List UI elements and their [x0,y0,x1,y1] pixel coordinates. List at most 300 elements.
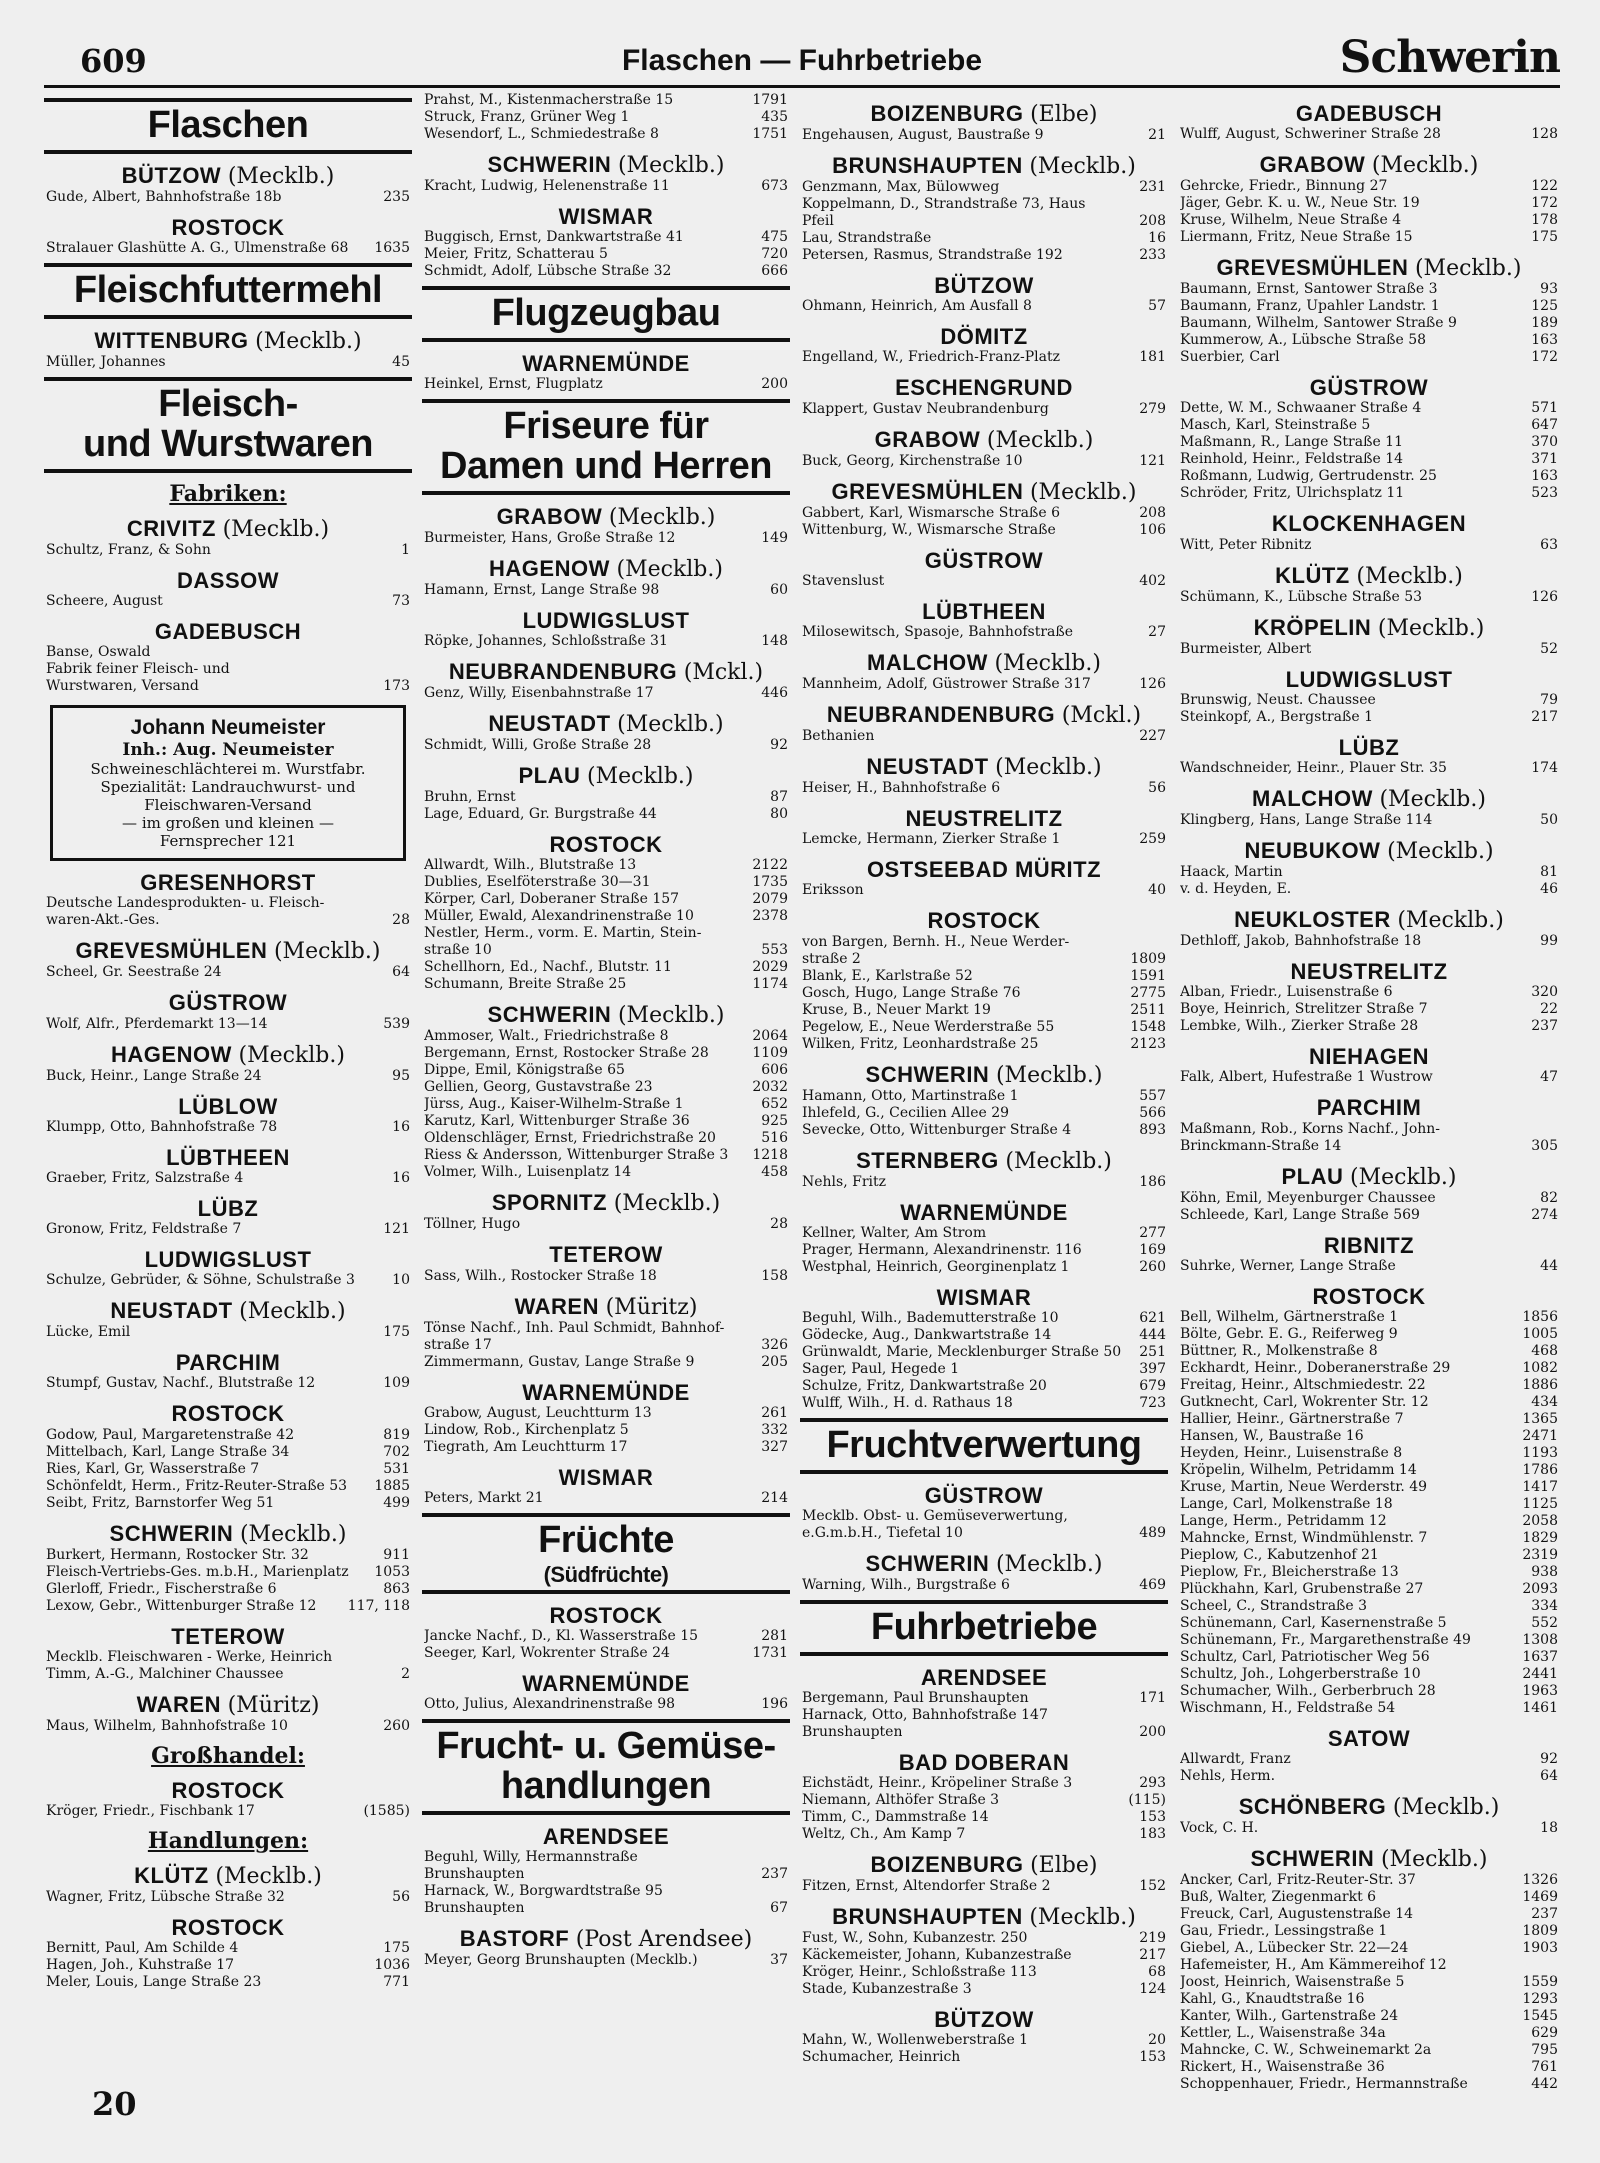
directory-entry [800,728,1168,745]
phone-number: 444 [1139,1326,1166,1343]
town-name: GRESENHORST [140,870,316,896]
entry-name: Peters, Markt 21 [424,1489,544,1506]
ad-owner: Inh.: Aug. Neumeister [122,740,334,761]
town-name: OSTSEEBAD MÜRITZ [866,857,1102,883]
town-name: ROSTOCK [549,832,663,858]
directory-entry [800,453,1168,470]
entry-name: Schönfeldt, Herm., Fritz-Reuter-Straße 53 [46,1477,348,1494]
directory-entry [1178,451,1560,468]
town-heading [422,1191,790,1216]
town-qualifier: (Mecklb.) [1029,154,1136,179]
entry-name: Schulze, Gebrüder, & Söhne, Schulstraße 3 [46,1272,355,1289]
phone-number: 124 [1139,1981,1166,1998]
directory-entry [422,1147,790,1164]
directory-entry [1178,1581,1560,1598]
phone-number: 149 [761,530,788,547]
entry-name: Bergemann, Paul Brunshaupten [802,1690,1029,1707]
directory-entry [800,1724,1168,1741]
phone-number: 702 [383,1443,410,1460]
directory-entry [44,644,412,661]
directory-entry [422,959,790,976]
town-heading [422,1381,790,1405]
town-name: LUDWIGSLUST [522,608,690,634]
entry-name: Lange, Carl, Molkenstraße 18 [1180,1495,1393,1512]
phone-number: 1326 [1522,1872,1558,1889]
town-heading [800,1905,1168,1930]
entry-name: Gronow, Fritz, Feldstraße 7 [46,1221,242,1238]
phone-number: 233 [1139,247,1166,263]
directory-entry [422,1268,790,1285]
phone-number: 2079 [752,891,788,908]
entry-name: Buck, Georg, Kirchenstraße 10 [802,452,1023,469]
entry-name: e.G.m.b.H., Tiefetal 10 [802,1524,963,1541]
phone-number: 163 [1531,468,1558,485]
entry-name: Heinkel, Ernst, Flugplatz [424,376,603,393]
entry-name: Lage, Eduard, Gr. Burgstraße 44 [424,806,657,823]
entry-name: Dublies, Eselföterstraße 30—31 [424,874,651,891]
directory-entry [1178,298,1560,315]
entry-name: Köhn, Emil, Meyenburger Chaussee [1180,1189,1436,1206]
directory-entry [1178,2042,1560,2059]
town-qualifier: (Mecklb.) [1371,153,1479,179]
phone-number: 2 [401,1665,410,1682]
directory-entry [44,189,412,206]
phone-number: 60 [770,582,788,599]
entry-name: Heiser, H., Bahnhofstraße 6 [802,779,1001,796]
town-heading [800,274,1168,298]
directory-entry [800,1930,1168,1947]
phone-number: 1417 [1522,1478,1558,1495]
phone-number: 1786 [1522,1461,1558,1478]
section-rule-top [422,286,790,290]
town-name: SCHWERIN [109,1520,234,1546]
phone-number: 37 [770,1952,788,1969]
town-heading [800,755,1168,780]
phone-number: 1365 [1522,1410,1558,1427]
town-name: GREVESMÜHLEN [75,938,268,964]
entry-name: Volmer, Wilh., Luisenplatz 14 [424,1164,632,1181]
entry-name: Schröder, Fritz, Ulrichsplatz 11 [1180,485,1405,502]
entry-name: Jancke Nachf., D., Kl. Wasserstraße 15 [424,1628,699,1645]
town-name: GREVESMÜHLEN [1216,255,1409,281]
phone-number: 475 [761,229,788,246]
directory-entry [800,1395,1168,1412]
entry-name: Godow, Paul, Margaretenstraße 42 [46,1426,295,1443]
ad-company: Johann Neumeister [130,716,326,740]
town-heading [800,1484,1168,1508]
category-heading: Friseure für [503,405,709,448]
entry-name: Bergemann, Ernst, Rostocker Straße 28 [424,1045,709,1062]
phone-number: 214 [761,1489,788,1506]
town-name: PLAU [518,763,581,789]
phone-number: 489 [1139,1524,1166,1541]
directory-entry [800,2049,1168,2066]
town-name: BAD DOBERAN [898,1750,1070,1776]
entry-name: Heyden, Heinr., Luisenstraße 8 [1180,1444,1403,1461]
phone-number: 20 [1148,2032,1166,2049]
phone-number: 217 [1139,1947,1166,1964]
phone-number: 122 [1531,178,1558,195]
entry-name: Gehrcke, Friedr., Binnung 27 [1180,178,1388,195]
phone-number: 1218 [752,1147,788,1164]
directory-entry [800,127,1168,144]
town-name: HAGENOW [489,556,610,582]
entry-name: Schumacher, Heinrich [802,2049,961,2066]
section-rule-bottom [800,1652,1168,1656]
entry-name: Wilken, Fritz, Leonhardstraße 25 [802,1035,1039,1052]
entry-name: Lange, Herm., Petridamm 12 [1180,1512,1387,1529]
entry-name: Witt, Peter Ribnitz [1180,536,1312,553]
town-heading [800,325,1168,349]
town-heading [422,153,790,178]
directory-entry [44,912,412,929]
directory-entry [800,1378,1168,1395]
phone-number: 16 [392,1118,410,1135]
directory-entry [800,1826,1168,1843]
entry-name: Sevecke, Otto, Wittenburger Straße 4 [802,1121,1072,1138]
town-heading [1178,616,1560,641]
directory-entry [800,1002,1168,1019]
directory-entry [1178,1513,1560,1530]
entry-name: Wesendorf, L., Schmiedestraße 8 [424,126,659,142]
phone-number: 1 [401,541,410,558]
phone-number: 571 [1531,400,1558,417]
directory-entry [422,1130,790,1147]
town-name: DÖMITZ [940,324,1028,350]
directory-entry [44,1427,412,1444]
town-qualifier: (Mecklb.) [215,1864,322,1889]
phone-number: 99 [1540,932,1558,949]
directory-entry [800,1508,1168,1525]
directory-entry [422,891,790,908]
phone-number: 1559 [1522,1974,1558,1991]
directory-entry [44,1889,412,1906]
phone-number: 499 [383,1494,410,1511]
phone-number: 320 [1531,984,1558,1001]
entry-name: Westphal, Heinrich, Georginenplatz 1 [802,1258,1070,1275]
town-qualifier: (Mecklb.) [238,1042,345,1068]
entry-name: Beguhl, Wilh., Bademutterstraße 10 [802,1309,1059,1326]
town-name: LUDWIGSLUST [144,1247,312,1273]
directory-entry [1178,1991,1560,2008]
entry-name: Kröpelin, Wilhelm, Petridamm 14 [1180,1461,1417,1478]
entry-name: Burmeister, Hans, Große Straße 12 [424,530,676,547]
town-qualifier: (Mecklb.) [239,1299,346,1325]
town-heading [44,1299,412,1324]
phone-number: 235 [383,188,410,205]
entry-name: Eichstädt, Heinr., Kröpeliner Straße 3 [802,1775,1073,1792]
directory-entry [800,1809,1168,1826]
phone-number: 217 [1531,708,1558,725]
town-name: GÜSTROW [168,990,288,1016]
directory-entry [1178,1872,1560,1889]
phone-number: 80 [770,806,788,823]
town-qualifier: (Mckl.) [1061,702,1142,728]
entry-name: Töllner, Hugo [424,1216,521,1233]
directory-entry [1178,349,1560,366]
town-name: GREVESMÜHLEN [831,478,1024,504]
town-name: SCHÖNBERG [1238,1794,1387,1820]
town-heading [800,807,1168,831]
entry-name: Karutz, Karl, Wittenburger Straße 36 [424,1113,690,1130]
entry-name: Ries, Karl, Gr, Wasserstraße 7 [46,1460,260,1477]
entry-name: Seibt, Fritz, Barnstorfer Weg 51 [46,1494,275,1511]
entry-name: Buß, Walter, Ziegenmarkt 6 [1180,1889,1377,1906]
section-rule-top [44,263,412,267]
phone-number: 458 [761,1164,788,1181]
phone-number: 531 [383,1460,410,1477]
town-name: BRUNSHAUPTEN [832,1904,1023,1930]
phone-number: 237 [1531,1018,1558,1035]
entry-name: Struck, Franz, Grüner Weg 1 [424,109,630,125]
entry-name: Kröger, Heinr., Schloßstraße 113 [802,1964,1037,1981]
town-heading [422,1295,790,1320]
directory-entry [1178,589,1560,606]
directory-entry [1178,229,1560,246]
directory-entry [1178,485,1560,502]
directory-entry [44,1375,412,1392]
town-name: SCHWERIN [1250,1846,1375,1872]
ad-line: Schweineschlächterei m. Wurstfabr. [90,760,366,779]
entry-name: Fust, W., Sohn, Kubanzestr. 250 [802,1930,1028,1947]
directory-entry [1178,315,1560,332]
town-name: GÜSTROW [1309,375,1429,401]
phone-number: 1125 [1522,1495,1558,1512]
town-qualifier: (Mecklb.) [222,516,330,542]
category-heading: Fuhrbetriebe [870,1605,1098,1648]
directory-entry [1178,812,1560,829]
directory-entry [422,1422,790,1439]
directory-entry [422,1164,790,1181]
column-3 [800,92,1168,2092]
phone-number: 1193 [1522,1444,1558,1461]
entry-name: Jäger, Gebr. K. u. W., Neue Str. 19 [1180,195,1420,212]
directory-entry [422,530,790,547]
town-name: MALCHOW [867,649,988,675]
phone-number: 40 [1148,882,1166,899]
phone-number: 67 [770,1900,788,1917]
entry-name: Giebel, A., Lübecker Str. 22—24 [1180,1940,1409,1957]
directory-entry [1178,1326,1560,1343]
entry-name: straße 17 [424,1336,492,1353]
phone-number: 93 [1540,281,1558,298]
phone-number: 1293 [1522,1991,1558,2008]
directory-entry [1178,1547,1560,1564]
directory-entry [1178,1343,1560,1360]
city-title: Schwerin [1339,32,1560,83]
phone-number: 2378 [752,908,788,925]
phone-number: 723 [1139,1394,1166,1411]
town-heading [44,1146,412,1170]
town-name: NEUBUKOW [1244,837,1381,863]
entry-name: Schellhorn, Ed., Nachf., Blutstr. 11 [424,959,672,976]
town-name: MALCHOW [1252,785,1373,811]
entry-name: Oldenschläger, Ernst, Friedrichstraße 20 [424,1130,716,1147]
phone-number: 92 [1540,1751,1558,1768]
directory-entry [1178,195,1560,212]
entry-name: Riess & Andersson, Wittenburger Straße 3 [424,1147,729,1164]
directory-entry [1178,1889,1560,1906]
town-qualifier: (Mecklb.) [995,754,1102,780]
entry-name: Falk, Albert, Hufestraße 1 Wustrow [1180,1069,1433,1086]
phone-number: 28 [770,1216,788,1233]
entry-name: Pieplow, Fr., Bleicherstraße 13 [1180,1563,1399,1580]
phone-number: 2058 [1522,1512,1558,1529]
town-qualifier: (Müritz) [605,1294,698,1320]
town-qualifier: (Mecklb.) [587,764,694,790]
town-name: KLOCKENHAGEN [1271,511,1467,537]
ad-line: Spezialität: Landrauchwurst- und [100,778,356,797]
directory-entry [422,1849,790,1866]
town-name: KRÖPELIN [1253,614,1372,640]
town-qualifier: (Mecklb.) [1005,1148,1112,1174]
directory-entry [1178,1666,1560,1683]
town-name: BÜTZOW [121,162,222,188]
directory-entry [422,857,790,874]
entry-name: Körper, Carl, Doberaner Straße 157 [424,891,680,908]
town-heading [44,1916,412,1940]
phone-number: 446 [761,685,788,702]
entry-name: Milosewitsch, Spasoje, Bahnhofstraße [802,623,1074,640]
phone-number: 261 [761,1404,788,1421]
entry-name: Freitag, Heinr., Altschmiedestr. 22 [1180,1376,1426,1393]
phone-number: 237 [1531,1906,1558,1923]
phone-number: 1829 [1522,1529,1558,1546]
directory-entry [44,1016,412,1033]
entry-name: Gellien, Georg, Gustavstraße 23 [424,1079,653,1096]
phone-number: 1963 [1522,1682,1558,1699]
entry-name: Schoppenhauer, Friedr., Hermannstraße [1180,2076,1468,2092]
entry-name: Buggisch, Ernst, Dankwartstraße 41 [424,229,684,246]
entry-name: Brunshaupten [802,1724,903,1741]
directory-entry [422,1096,790,1113]
page-header [44,22,1560,88]
town-heading [44,164,412,189]
phone-number: 106 [1139,521,1166,538]
phone-number: 371 [1531,451,1558,468]
entry-name: Rickert, H., Waisenstraße 36 [1180,2059,1385,2076]
phone-number: 81 [1540,863,1558,880]
town-heading [800,1063,1168,1088]
directory-columns [44,92,1560,2092]
phone-number: 1885 [374,1477,410,1494]
directory-entry [800,934,1168,951]
town-name: WAREN [514,1293,599,1319]
town-name: LÜBZ [197,1195,259,1221]
town-name: ARENDSEE [542,1824,670,1850]
directory-entry [800,2032,1168,2049]
phone-number: 606 [761,1062,788,1079]
directory-entry [44,895,412,912]
directory-entry [800,676,1168,693]
phone-number: 442 [1531,2076,1558,2092]
town-qualifier: (Mecklb.) [1392,1795,1500,1821]
entry-name: Lücke, Emil [46,1324,131,1341]
phone-number: 56 [392,1889,410,1905]
directory-entry [1178,641,1560,658]
directory-entry [422,109,790,126]
directory-entry [1178,1069,1560,1086]
entry-name: Dette, W. M., Schwaaner Straße 4 [1180,400,1422,417]
entry-name: Scheel, Gr. Seestraße 24 [46,964,222,981]
town-heading [1178,102,1560,126]
phone-number: 621 [1139,1309,1166,1326]
phone-number: 819 [383,1426,410,1443]
town-name: NEUSTRELITZ [1290,958,1448,984]
entry-name: Burkert, Hermann, Rostocker Str. 32 [46,1546,309,1563]
town-heading [1178,256,1560,281]
page-number: 609 [80,42,147,80]
phone-number: 1856 [1522,1308,1558,1325]
town-heading [1178,908,1560,933]
category-heading: Flaschen [147,104,309,146]
town-name: RIBNITZ [1323,1232,1415,1258]
phone-number: 334 [1531,1597,1558,1614]
town-name: GRABOW [874,426,981,452]
phone-number: 2319 [1522,1546,1558,1563]
phone-number: 1082 [1522,1359,1558,1376]
town-heading [800,703,1168,728]
directory-entry [422,1062,790,1079]
town-heading [44,1402,412,1426]
town-heading [44,939,412,964]
town-heading [44,871,412,895]
entry-name: Engehausen, August, Baustraße 9 [802,127,1044,143]
phone-number: 1548 [1130,1018,1166,1035]
town-heading [1178,1285,1560,1309]
directory-entry [1178,1190,1560,1207]
directory-entry [1178,468,1560,485]
town-name: ROSTOCK [171,1401,285,1427]
entry-name: Meyer, Georg Brunshaupten (Mecklb.) [424,1952,698,1969]
entry-name: Tönse Nachf., Inh. Paul Schmidt, Bahnhof- [424,1319,725,1336]
category-subheading: (Südfrüchte) [543,1561,669,1587]
entry-name: Mahn, W., Wollenweberstraße 1 [802,2032,1029,2049]
entry-name: Lexow, Gebr., Wittenburger Straße 12 [46,1597,317,1614]
entry-name: Timm, C., Dammstraße 14 [802,1809,989,1826]
phone-number: 175 [1531,229,1558,246]
town-qualifier: (Mecklb.) [1029,479,1137,505]
town-name: NEUKLOSTER [1234,906,1391,932]
section-rule-bottom [44,315,412,319]
town-heading [44,991,412,1015]
phone-number: 293 [1139,1775,1166,1792]
entry-name: Niemann, Althöfer Straße 3 [802,1792,1000,1809]
phone-number: 1903 [1522,1940,1558,1957]
phone-number: 2471 [1522,1427,1558,1444]
entry-name: Meier, Fritz, Schatterau 5 [424,246,608,263]
directory-entry [44,1170,412,1187]
directory-entry [800,1947,1168,1964]
directory-entry [422,1952,790,1969]
town-name: ROSTOCK [171,1915,285,1940]
town-name: LÜBZ [1338,734,1400,760]
entry-name: Stavenslust [802,572,885,589]
phone-number: 1886 [1522,1376,1558,1393]
entry-name: Nehls, Herm. [1180,1768,1276,1785]
entry-name: Mahncke, C. W., Schweinemarkt 2a [1180,2042,1432,2059]
phone-number: 761 [1531,2059,1558,2076]
phone-number: 281 [761,1628,788,1645]
phone-number: 277 [1139,1224,1166,1241]
town-heading [800,376,1168,400]
town-name: NEUSTADT [110,1298,233,1324]
directory-entry [800,1775,1168,1792]
directory-entry [1178,417,1560,434]
phone-number: 2064 [752,1028,788,1045]
directory-entry [800,951,1168,968]
entry-name: Kruse, Wilhelm, Neue Straße 4 [1180,212,1402,229]
